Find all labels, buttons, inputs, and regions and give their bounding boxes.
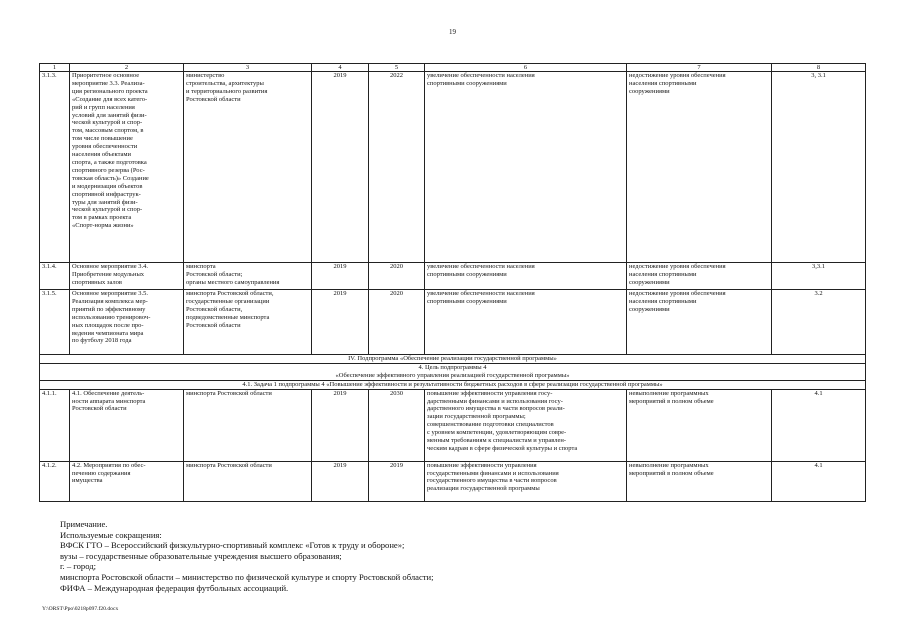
measure-name: Основное мероприятие 3.5. Реализация комплекса мер- приятий по эффективному использованию тренировоч- ных площадок после про- ведения чемпионата мира по футболу 2018 года — [70, 290, 184, 355]
end-year: 2020 — [369, 263, 425, 290]
expected-result: повышение эффективности управления госу- дарственными финансами и использования госу- дарственного имущества в части вопросов реали- зации государственной программы; совершенствование подготовки специалистов с уровнем компетенции, удовлетворяющим совре- менным требованиям к специалистам и управлен- ческим кадрам в сфере физической культуры и спорта — [425, 389, 627, 461]
executor: минспорта Ростовской области, государственные организации Ростовской области, подведомственные минспорта Ростовской области — [184, 290, 312, 355]
abbreviation-line: вузы – государственные образовательные учреждения высшего образования; — [60, 550, 342, 561]
table-row — [40, 72, 866, 263]
start-year: 2019 — [312, 263, 369, 290]
section-row — [40, 363, 866, 380]
end-year: 2030 — [369, 389, 425, 461]
start-year: 2019 — [312, 461, 369, 501]
measure-name: Приоритетное основное мероприятие 3.3. Реализа- ция регионального проекта «Создание для всех катего- рий и групп населения условий для занятий физи- ческой культурой и спор- том, массовым спортом, в том числе повышение уровня обеспеченности населения объектами спорта, а также подготовка спортивного резерва (Рос- товская область)» Создание и модернизация объектов спортивной инфраструк- туры для занятий физи- ческой культурой и спор- том в рамках проекта «Спорт-норма жизни» — [70, 72, 184, 263]
expected-result: увеличение обеспеченности населения спортивными сооружениями — [425, 72, 627, 263]
abbreviation-line: г. – город; — [60, 561, 97, 572]
col-header: 6 — [425, 64, 627, 72]
notes-title: Примечание. — [60, 519, 108, 529]
table-row — [40, 290, 866, 355]
col-header: 7 — [627, 64, 772, 72]
measure-name: 4.1. Обеспечение деятель- ности аппарата минспорта Ростовской области — [70, 389, 184, 461]
task-heading: 4.1. Задача 1 подпрограммы 4 «Повышение эффективности и результативности бюджетных расходов в сфере реализации государственной программы» — [40, 380, 866, 389]
expected-result: повышение эффективности управления государственными финансами и использования государственного имущества в части вопросов реализации государственной программы — [425, 461, 627, 501]
indicator-link: 3,3.1 — [772, 263, 866, 290]
indicator-link: 3.2 — [772, 290, 866, 355]
col-header: 2 — [70, 64, 184, 72]
table-row — [40, 389, 866, 461]
column-number-row — [40, 64, 866, 72]
col-header: 3 — [184, 64, 312, 72]
section-row — [40, 355, 866, 364]
consequence: невыполнение программных мероприятий в полном объеме — [627, 461, 772, 501]
start-year: 2019 — [312, 389, 369, 461]
indicator-link: 4.1 — [772, 389, 866, 461]
row-number: 3.1.3. — [40, 72, 70, 263]
indicator-link: 4.1 — [772, 461, 866, 501]
col-header: 8 — [772, 64, 866, 72]
table-row — [40, 263, 866, 290]
start-year: 2019 — [312, 72, 369, 263]
goal-heading: 4. Цель подпрограммы 4 «Обеспечение эффективного управления реализацией государственной программы» — [40, 363, 866, 380]
row-number: 3.1.4. — [40, 263, 70, 290]
consequence: недостижение уровня обеспечения населения спортивными сооружениями — [627, 72, 772, 263]
consequence: недостижение уровня обеспечения населения спортивными сооружениями — [627, 263, 772, 290]
measure-name: Основное мероприятие 3.4. Приобретение модульных спортивных залов — [70, 263, 184, 290]
indicator-link: 3, 3.1 — [772, 72, 866, 263]
file-path-footer: Y:\ORST\Ppo\0218p097.f20.docx — [42, 606, 119, 612]
table-row — [40, 461, 866, 501]
abbreviation-line: минспорта Ростовской области – министерство по физической культуре и спорту Ростовской области; — [60, 571, 434, 582]
abbreviation-line: ФИФА – Международная федерация футбольных ассоциаций. — [60, 582, 289, 593]
subprogram-heading: IV. Подпрограмма «Обеспечение реализации государственной программы» — [40, 355, 866, 364]
executor: минспорта Ростовской области — [184, 389, 312, 461]
executor: минспорта Ростовской области — [184, 461, 312, 501]
executor: минспорта Ростовской области; органы местного самоуправления — [184, 263, 312, 290]
end-year: 2019 — [369, 461, 425, 501]
consequence: недостижение уровня обеспечения населения спортивными сооружениями — [627, 290, 772, 355]
notes-block — [60, 519, 434, 593]
row-number: 3.1.5. — [40, 290, 70, 355]
end-year: 2020 — [369, 290, 425, 355]
page-number: 19 — [449, 28, 456, 36]
executor: министерство строительства, архитектуры и территориального развития Ростовской области — [184, 72, 312, 263]
measure-name: 4.2. Мероприятия по обес- печению содержания имущества — [70, 461, 184, 501]
expected-result: увеличение обеспеченности населения спортивными сооружениями — [425, 290, 627, 355]
end-year: 2022 — [369, 72, 425, 263]
notes-intro: Используемые сокращения: — [60, 529, 162, 540]
abbreviation-line: ВФСК ГТО – Всероссийский физкультурно-спортивный комплекс «Готов к труду и обороне»; — [60, 540, 405, 551]
expected-result: увеличение обеспеченности населения спортивными сооружениями — [425, 263, 627, 290]
col-header: 4 — [312, 64, 369, 72]
start-year: 2019 — [312, 290, 369, 355]
measures-table — [39, 63, 866, 502]
col-header: 5 — [369, 64, 425, 72]
section-row — [40, 380, 866, 389]
row-number: 4.1.1. — [40, 389, 70, 461]
row-number: 4.1.2. — [40, 461, 70, 501]
col-header: 1 — [40, 64, 70, 72]
consequence: невыполнение программных мероприятий в полном объеме — [627, 389, 772, 461]
